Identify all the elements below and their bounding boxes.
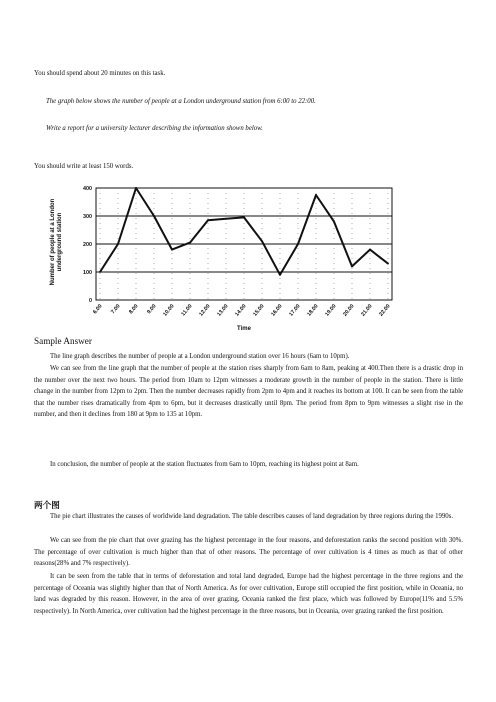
y-tick-label: 100 [83, 270, 92, 276]
x-tick-label: 12.00 [198, 303, 212, 318]
data-point [171, 249, 173, 251]
x-tick-label: 19.00 [324, 303, 338, 318]
y-tick-label: 0 [89, 298, 92, 304]
data-point [315, 194, 317, 196]
data-point [261, 240, 263, 242]
line-chart-svg [50, 182, 397, 332]
two-charts-paragraph-2: We can see from the pie chart that over grazing has the highest percentage in the four reasons, and deforestation ranks the second position with 30%. The percentage of over cultivation is much higher than that of other reasons. The percentage of over cultivation is 4 times as much as that of other reasons(28% and 7% respectively). [34, 537, 463, 568]
two-charts-heading: 两个图 [34, 501, 60, 511]
task-prompt-graph: The graph below shows the number of people at a London underground station from 6:00 to 22:00. [46, 98, 316, 105]
data-point [387, 263, 389, 265]
chart-grid [96, 188, 392, 300]
data-point [153, 215, 155, 217]
data-point [225, 218, 227, 220]
data-point [243, 217, 245, 219]
y-axis-label-line2: underground station [57, 212, 63, 272]
y-tick-label: 400 [83, 186, 92, 192]
data-point [369, 249, 371, 251]
y-tick-label: 300 [83, 214, 92, 220]
data-point [297, 243, 299, 245]
x-tick-label: 6.00 [92, 303, 104, 316]
task-word-count: You should write at least 150 words. [34, 163, 134, 170]
x-tick-label: 11.00 [180, 303, 194, 318]
x-tick-label: 13.00 [216, 303, 230, 318]
data-points [99, 187, 389, 276]
data-point [207, 219, 209, 221]
x-tick-label: 20.00 [342, 303, 356, 318]
task-prompt-write: Write a report for a university lecturer describing the information shown below. [46, 125, 263, 132]
line-chart [50, 182, 397, 332]
x-tick-label: 17.00 [288, 303, 302, 318]
data-point [279, 274, 281, 276]
x-tick-label: 8.00 [128, 303, 140, 316]
x-tick-label: 16.00 [270, 303, 284, 318]
data-point [135, 187, 137, 189]
x-tick-labels [92, 303, 391, 317]
data-point [189, 242, 191, 244]
y-tick-label: 200 [83, 242, 92, 248]
x-tick-label: 22.00 [378, 303, 392, 318]
x-tick-label: 21.00 [360, 303, 374, 318]
data-point [117, 243, 119, 245]
x-tick-label: 7.00 [110, 303, 122, 316]
x-tick-label: 14.00 [234, 303, 248, 318]
data-point [333, 221, 335, 223]
two-charts-paragraph-1: The pie chart illustrates the causes of worldwide land degradation. The table describes causes of land degradation by three regions during the 1990s. [50, 513, 454, 520]
sample-answer-heading: Sample Answer [34, 336, 92, 346]
data-point [351, 266, 353, 268]
sample-paragraph-3: In conclusion, the number of people at the station fluctuates from 6am to 10pm, reaching its highest point at 8am. [50, 461, 359, 468]
sample-paragraph-2: We can see from the line graph that the number of people at the station rises sharply from 6am to 8am, peaking at 400.Then there is a drastic drop in the number over the next two hours. The period from 10am to 12pm witnesses a moderate growth in the number of people in the station. There is little change in the number from 12pm to 2pm. Then the number decreases rapidly from 2pm to 4pm and it reaches its bottom at 100. It can be seen from the table that the number rises dramatically from 4pm to 6pm, but it decreases drastically until 8pm. The period from 8pm to 9pm witnesses a slight rise in the number, and then it declines from 180 at 9pm to 135 at 10pm. [34, 365, 463, 419]
x-tick-label: 9.00 [146, 303, 158, 316]
series-line [100, 188, 388, 275]
two-charts-paragraph-3: It can be seen from the table that in terms of deforestation and total land degraded, Europe had the highest percentage in the three regions and the percentage of Oceania was slightly higher than that of North America. As for over cultivation, Europe still occupied the first position, while in Oceania, no land was degraded by this reason. However, in the area of over grazing, Oceania ranked the first place, which was followed by Europe(11% and 5.5% respectively). In North America, over cultivation had the highest percentage in the three reasons, but in Oceania, over grazing ranked the first position. [34, 573, 463, 615]
task-instruction: You should spend about 20 minutes on this task. [34, 70, 166, 77]
x-axis-label: Time [237, 326, 251, 332]
y-tick-labels [83, 186, 92, 304]
y-axis-label-line1: Number of people at a London [50, 198, 56, 286]
x-tick-label: 15.00 [252, 303, 266, 318]
data-point [99, 271, 101, 273]
x-tick-label: 18.00 [306, 303, 320, 318]
sample-paragraph-1: The line graph describes the number of people at a London underground station over 16 hours (6am to 10pm). [50, 353, 350, 360]
x-tick-label: 10.00 [162, 303, 176, 318]
